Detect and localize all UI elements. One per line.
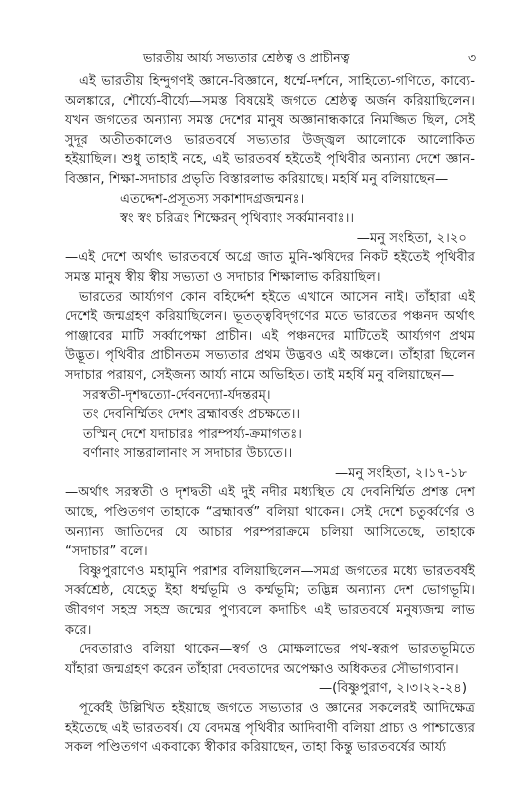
paragraph-vedas: পূর্ব্বেই উল্লিখিত হইয়াছে জগতে সভ্যতার ও জ্ঞানের সকলেরই আদিক্ষেত্র হইতেছে এই ভারতবর্ষ। যে বেদমন্ত্র পৃথিবীর আদিবাণী বলিয়া প্রাচ্য ও পাশ্চাত্ত্যের সকল পণ্ডিতগণ একবাক্যে স্বীকার করিয়াছেন, তাহা কিন্তু ভারতবর্ষের আর্য্য bbox=[65, 701, 475, 756]
citation-manu-2-17-18: —মনু সংহিতা, ২।১৭-১৮ bbox=[334, 465, 467, 481]
paragraph-aryan-origin: ভারতের আর্য্যগণ কোন বহির্দ্দেশ হইতে এখানে আসেন নাই। তাঁহারা এই দেশেই জন্মগ্রহণ করিয়াছিলেন। ভূতত্ত্ববিদ্‌গণের মতে ভারতের পঞ্চনদ অর্থাৎ পাঞ্জাবের মাটি সর্ব্বাপেক্ষা প্রাচীন। এই পঞ্চনদের মাটিতেই আর্য্যগণ প্রথম উদ্ভূত। পৃথিবীর প্রাচীনতম সভ্যতার প্রথম উদ্ভবও এই অঞ্চলে। তাঁহারা ছিলেন সদাচার পরায়ণ, সেইজন্য আর্য্য নামে অভিহিত। তাই মহর্ষি মনু বলিয়াছেন— bbox=[65, 289, 475, 383]
page-body bbox=[65, 72, 475, 758]
verse-line: তং দেবনির্ম্মিতং দেশং ব্রহ্মাবর্ত্তং প্রচক্ষতে।। bbox=[83, 407, 301, 423]
verse-line: বর্ণানাং সান্তরালানাং স সদাচার উচ্যতে।। bbox=[83, 446, 293, 462]
paragraph-devatas: দেবতারাও বলিয়া থাকেন—স্বর্গ ও মোক্ষলাভের পথ-স্বরূপ ভারতভূমিতে যাঁহারা জন্মগ্রহণ করেন তাঁহারা দেবতাদের অপেক্ষাও অধিকতর সৌভাগ্যবান। bbox=[65, 642, 475, 677]
verse-line: এতদ্দেশ-প্রসূতস্য সকাশাদগ্রজন্মনঃ। bbox=[120, 191, 305, 207]
verse-line: সরস্বতী-দৃশদ্বত্যো-র্দেবনদ্যো-র্যদন্তরম্‌। bbox=[83, 387, 271, 403]
verse-manu-2-20 bbox=[65, 190, 475, 229]
paragraph-vishnu-purana: বিষ্ণুপুরাণেও মহামুনি পরাশর বলিয়াছিলেন—সমগ্র জগতের মধ্যে ভারতবর্ষই সর্ব্বশ্রেষ্ঠ, যেহেতু ইহা ধর্ম্মভূমি ও কর্ম্মভূমি; তদ্ভিন্ন অন্যান্য দেশ ভোগভূমি। জীবগণ সহস্র সহস্র জন্মের পুণ্যবলে কদাচিৎ এই ভারতবর্ষে মনুষ্যজন্ম লাভ করে। bbox=[65, 563, 475, 638]
verse-line: তস্মিন্‌ দেশে যদাচারঃ পারম্পর্য্য-ক্রমাগতঃ। bbox=[83, 426, 302, 442]
citation-manu-2-20: —মনু সংহিতা, ২।২০ bbox=[356, 230, 467, 246]
paragraph-verse-meaning: —এই দেশে অর্থাৎ ভারতবর্ষে অগ্রে জাত মুনি-ঋষিদের নিকট হইতেই পৃথিবীর সমস্ত মানুষ স্বীয় স্বীয় সভ্যতা ও সদাচার শিক্ষালাভ করিয়াছিল। bbox=[65, 250, 475, 285]
verse-line: স্বং স্বং চরিত্রং শিক্ষেরন্‌ পৃথিব্যাং সর্ব্বমানবাঃ।। bbox=[120, 211, 355, 227]
page-number: ৩ bbox=[468, 50, 477, 65]
verse-manu-2-17-18 bbox=[65, 386, 475, 464]
running-title: ভারতীয় আর্য্য সভ্যতার শ্রেষ্ঠত্ব ও প্রাচীনত্ব bbox=[143, 50, 350, 65]
paragraph-brahmavarta: —অর্থাৎ সরস্বতী ও দৃশদ্বতী এই দুই নদীর মধ্যস্থিত যে দেবনির্ম্মিত প্রশস্ত দেশ আছে, পণ্ডিতগণ তাহাকে “ব্রহ্মাবর্ত্ত” বলিয়া থাকেন। সেই দেশে চতুর্ব্বর্ণের ও অন্যান্য জাতিদের যে আচার পরম্পরাক্রমে চলিয়া আসিতেছে, তাহাকে “সদাচার” বলে। bbox=[65, 485, 475, 560]
citation-vishnu-purana: —(বিষ্ণুপুরাণ, ২।৩।২২-২৪) bbox=[318, 681, 467, 697]
paragraph-hindu-excellence: এই ভারতীয় হিন্দুগণই জ্ঞানে-বিজ্ঞানে, ধর্ম্মে-দর্শনে, সাহিত্যে-গণিতে, কাব্যে-অলঙ্কারে, শৌর্য্যে-বীর্য্যে—সমস্ত বিষয়েই জগতে শ্রেষ্ঠত্ব অর্জন করিয়াছিলেন। যখন জগতের অন্যান্য সমস্ত দেশের মানুষ অজ্ঞানান্ধকারে নিমজ্জিত ছিল, সেই সুদূর অতীতকালেও ভারতবর্ষে সভ্যতার উজ্জ্বল আলোকে আলোকিত হইয়াছিল। শুধু তাহাই নহে, এই ভারতবর্ষ হইতেই পৃথিবীর অন্যান্য দেশে জ্ঞান-বিজ্ঞান, শিক্ষা-সদাচার প্রভৃতি বিস্তারলাভ করিয়াছে। মহর্ষি মনু বলিয়াছেন— bbox=[65, 74, 475, 187]
